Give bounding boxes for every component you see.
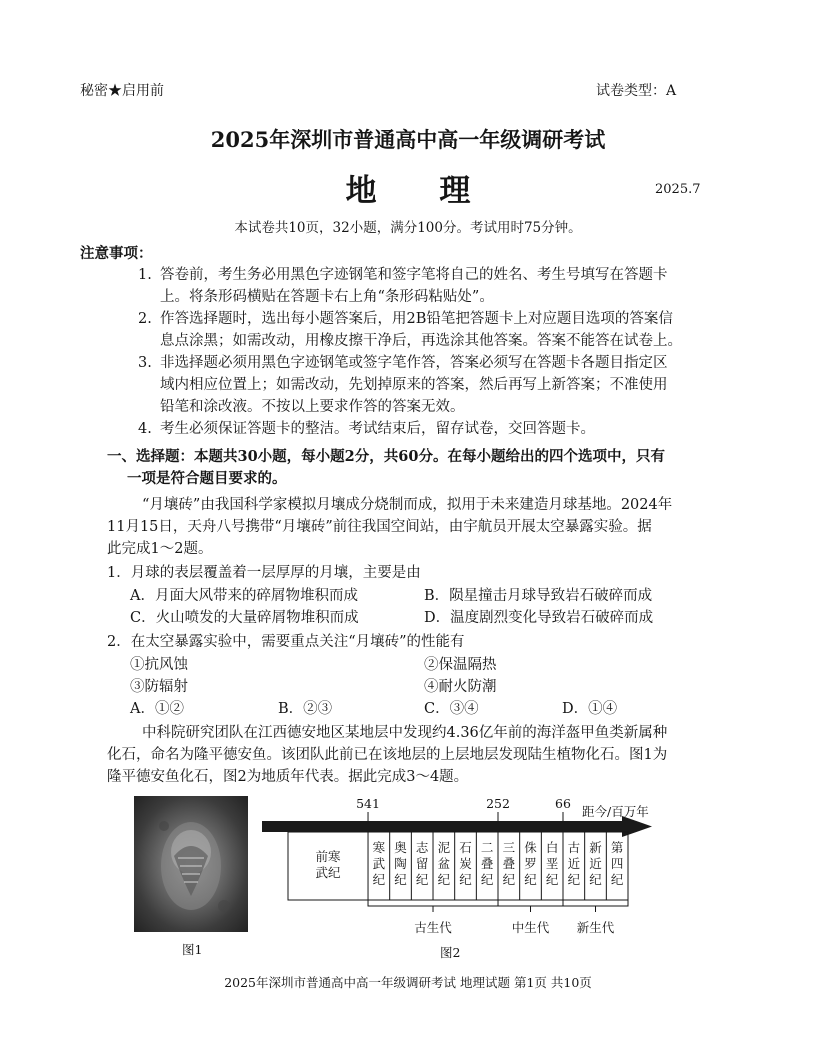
period-label: 前寒武纪 (315, 849, 341, 880)
note-line: 作答选择题时，选出每小题答案后，用2B铅笔把答题卡上对应题目选项的答案信 (160, 311, 673, 327)
note-number: 1. (138, 267, 152, 283)
note-number: 3. (138, 355, 152, 371)
q2-option-a: A．①② (130, 701, 184, 717)
period-label: 泥盆纪 (437, 840, 451, 887)
marker-label: 66 (555, 796, 571, 811)
era-bracket (498, 900, 563, 912)
q2-statement-4: ④耐火防潮 (424, 679, 497, 695)
page-footer: 2025年深圳市普通高中高一年级调研考试 地理试题 第1页 共10页 (224, 975, 592, 990)
period-label: 奥陶纪 (394, 840, 407, 887)
period-label: 寒武纪 (372, 840, 386, 887)
secret-label: 秘密★启用前 (80, 83, 164, 99)
exam-date: 2025.7 (655, 182, 701, 197)
passage-line: 化石，命名为隆平德安鱼。该团队此前已在该地层的上层地层发现陆生植物化石。图1为 (107, 747, 668, 763)
note-line: 息点涂黑；如需改动，用橡皮擦干净后，再选涂其他答案。答案不能答在试卷上。 (160, 333, 682, 349)
q1-option-b: B．陨星撞击月球导致岩石破碎而成 (424, 588, 653, 604)
period-label: 新近纪 (589, 840, 602, 887)
passage-line: 11月15日，天舟八号携带“月壤砖”前往我国空间站，由宇航员开展太空暴露实验。据 (107, 519, 652, 535)
passage-line: 此完成1～2题。 (107, 541, 213, 557)
q1-option-d: D．温度剧烈变化导致岩石破碎而成 (424, 610, 654, 626)
subject-title: 地 理 (345, 173, 497, 209)
period-label: 侏罗纪 (524, 840, 537, 887)
timeline-arrow-bar (262, 821, 624, 832)
note-line: 上。将条形码横贴在答题卡右上角“条形码粘贴处”。 (160, 289, 494, 305)
period-label: 白垩纪 (545, 840, 559, 887)
note-number: 4. (138, 421, 152, 437)
question-2-stem: 2．在太空暴露实验中，需要重点关注“月壤砖”的性能有 (107, 634, 465, 650)
question-1-stem: 1．月球的表层覆盖着一层厚厚的月壤，主要是由 (107, 565, 421, 581)
passage-line: 中科院研究团队在江西德安地区某地层中发现约4.36亿年前的海洋盔甲鱼类新属种 (142, 725, 668, 741)
q1-option-c: C．火山喷发的大量碎屑物堆积而成 (130, 610, 359, 626)
fossil-photo (134, 796, 248, 932)
period-label: 二叠纪 (480, 840, 494, 887)
q2-option-d: D．①④ (562, 701, 618, 717)
q2-statement-2: ②保温隔热 (424, 657, 497, 673)
note-line: 答卷前，考生务必用黑色字迹钢笔和签字笔将自己的姓名、考生号填写在答题卡 (160, 267, 668, 283)
note-line: 非选择题必须用黑色字迹钢笔或签字笔作答，答案必须写在答题卡各题目指定区 (160, 355, 668, 371)
exam-title: 2025年深圳市普通高中高一年级调研考试 (210, 127, 606, 152)
figure-2-caption: 图2 (440, 945, 461, 960)
marker-label: 541 (356, 796, 380, 811)
era-label: 中生代 (511, 920, 550, 935)
q2-statement-3: ③防辐射 (130, 679, 188, 695)
section-heading: 一、选择题：本题共30小题，每小题2分，共60分。在每小题给出的四个选项中，只有 (107, 448, 665, 465)
era-label: 古生代 (414, 920, 452, 935)
marker-label: 252 (486, 796, 510, 811)
timeline-arrow-head (622, 816, 652, 837)
section-heading-cont: 一项是符合题目要求的。 (127, 470, 287, 487)
fossil-illustration (134, 796, 248, 932)
era-bracket (563, 900, 628, 912)
note-number: 2. (138, 311, 152, 327)
geologic-timeline (262, 794, 662, 942)
figure-1-caption: 图1 (182, 942, 203, 957)
period-label: 三叠纪 (502, 840, 516, 887)
axis-label: 距今/百万年 (582, 804, 649, 819)
era-label: 新生代 (576, 920, 615, 935)
q2-statement-1: ①抗风蚀 (130, 657, 188, 673)
period-label: 古近纪 (567, 840, 581, 887)
q2-option-b: B．②③ (278, 701, 333, 717)
period-label: 第四纪 (610, 840, 624, 887)
era-bracket (368, 900, 498, 912)
period-label: 志留纪 (415, 840, 429, 887)
note-line: 域内相应位置上；如需改动，先划掉原来的答案，然后再写上新答案；不准使用 (160, 377, 668, 393)
passage-line: 隆平德安鱼化石，图2为地质年代表。据此完成3～4题。 (107, 769, 469, 785)
exam-info: 本试卷共10页，32小题，满分100分。考试用时75分钟。 (234, 220, 582, 236)
notes-heading: 注意事项： (80, 245, 153, 262)
q2-option-c: C．③④ (424, 701, 479, 717)
paper-type: 试卷类型：A (596, 83, 677, 99)
note-line: 铅笔和涂改液。不按以上要求作答的答案无效。 (160, 399, 465, 415)
note-line: 考生必须保证答题卡的整洁。考试结束后，留存试卷，交回答题卡。 (160, 421, 595, 437)
period-label: 石炭纪 (459, 840, 472, 887)
q1-option-a: A．月面大风带来的碎屑物堆积而成 (130, 588, 358, 604)
passage-line: “月壤砖”由我国科学家模拟月壤成分烧制而成，拟用于未来建造月球基地。2024年 (142, 497, 673, 513)
